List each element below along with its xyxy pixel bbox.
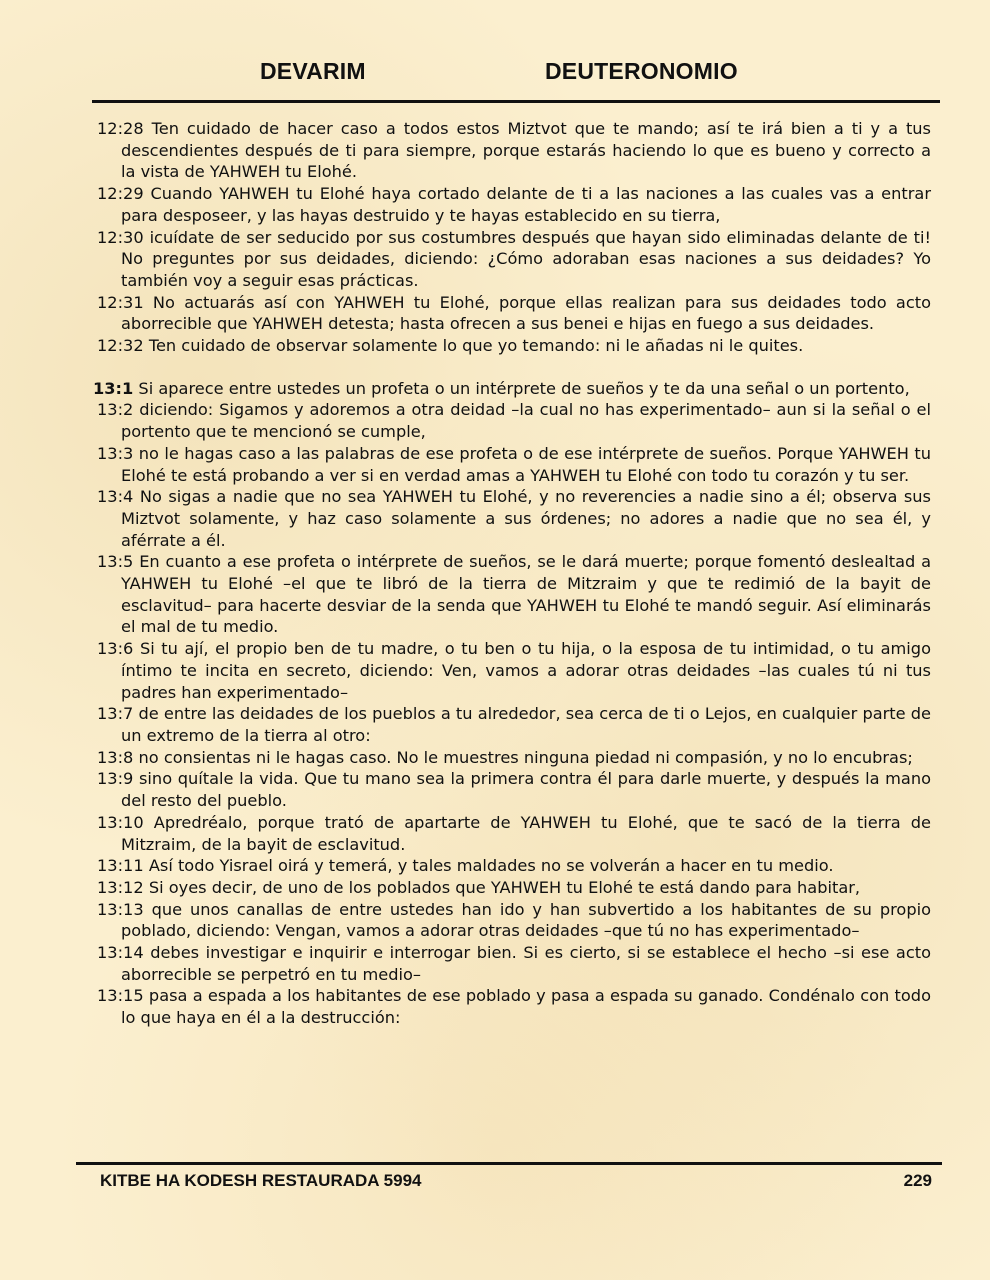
verse-text: debes investigar e inquirir e interrogar bien. Si es cierto, si se establece el hecho –si ese acto aborrecible se perpetró en tu medio– bbox=[121, 943, 931, 984]
verse-reference: 13:14 bbox=[97, 943, 144, 963]
verse-reference: 12:32 bbox=[97, 336, 144, 356]
verse-text: no le hagas caso a las palabras de ese profeta o de ese intérprete de sueños. Porque YAHWEH tu Elohé te está probando a ver si en verdad amas a YAHWEH tu Elohé con todo tu corazón y tu ser. bbox=[121, 443, 931, 485]
verse-reference: 13:2 bbox=[97, 400, 134, 420]
verse-reference: 12:29 bbox=[97, 184, 144, 204]
verse-text: Si tu ají, el propio ben de tu madre, o tu ben o tu hija, o la esposa de tu intimidad, o tu amigo íntimo te incita en secreto, diciendo: Ven, vamos a adorar otras deidades –las cuales tú ni tus padres han experimentado– bbox=[121, 639, 931, 702]
page-number: 229 bbox=[903, 1171, 932, 1190]
verse-reference: 12:31 bbox=[97, 292, 144, 312]
verse bbox=[97, 399, 931, 442]
verse-reference: 12:28 bbox=[97, 119, 144, 138]
verse bbox=[97, 812, 931, 855]
verse bbox=[97, 703, 931, 746]
verse-text: que unos canallas de entre ustedes han ido y han subvertido a los habitantes de su propio poblado, diciendo: Vengan, vamos a adorar otras deidades –que tú no has experimentado– bbox=[121, 899, 931, 941]
verse bbox=[97, 768, 931, 811]
verse bbox=[97, 747, 931, 769]
verse bbox=[97, 183, 931, 226]
verse-text: En cuanto a ese profeta o intérprete de sueños, se le dará muerte; porque fomentó deslealtad a YAHWEH tu Elohé –el que te libró de la tierra de Mitzraim y que te redimió de la bayit de esclavitud– para hacerte desviar de la senda que YAHWEH tu Elohé te mandó seguir. Así eliminarás el mal de tu medio. bbox=[121, 552, 932, 637]
verse bbox=[97, 985, 931, 1028]
verse-text: sino quítale la vida. Que tu mano sea la primera contra él para darle muerte, y después la mano del resto del pueblo. bbox=[121, 769, 931, 811]
verse-reference: 13:1 bbox=[93, 378, 134, 398]
verse-reference: 13:7 bbox=[97, 704, 134, 724]
verse bbox=[97, 551, 931, 638]
verse-reference: 12:30 bbox=[97, 227, 144, 247]
verse-reference: 13:13 bbox=[97, 899, 144, 919]
verse bbox=[97, 638, 931, 703]
verse-text: Cuando YAHWEH tu Elohé haya cortado delante de ti a las naciones a las cuales vas a entrar para desposeer, y las hayas destruido y te hayas establecido en su tierra, bbox=[121, 184, 931, 225]
verse-text: no consientas ni le hagas caso. No le muestres ninguna piedad ni compasión, y no lo encubras; bbox=[138, 747, 913, 767]
verse-text: Ten cuidado de observar solamente lo que yo temando: ni le añadas ni le quites. bbox=[148, 336, 804, 356]
verse-text: pasa a espada a los habitantes de ese poblado y pasa a espada su ganado. Condénalo con todo lo que haya en él a la destrucción: bbox=[121, 986, 931, 1028]
verse-text: Si aparece entre ustedes un profeta o un intérprete de sueños y te da una señal o un portento, bbox=[138, 378, 910, 398]
verse bbox=[97, 877, 931, 899]
verse bbox=[97, 335, 931, 357]
verse-text: icuídate de ser seducido por sus costumbres después que hayan sido eliminadas delante de ti! No preguntes por sus deidades, diciendo: ¿Cómo adoraban esas naciones a sus deidades? Yo también voy a seguir esas prácticas. bbox=[121, 227, 931, 290]
verse-text: Si oyes decir, de uno de los poblados que YAHWEH tu Elohé te está dando para habitar, bbox=[148, 877, 861, 897]
verse-reference: 13:10 bbox=[97, 812, 144, 832]
header-rule bbox=[92, 100, 940, 103]
verse bbox=[97, 118, 931, 183]
verse-text: Apredréalo, porque trató de apartarte de YAHWEH tu Elohé, que te sacó de la tierra de Mitzraim, de la bayit de esclavitud. bbox=[121, 812, 931, 854]
verse bbox=[93, 378, 931, 400]
footer-rule bbox=[76, 1162, 942, 1165]
verse-text: No actuarás así con YAHWEH tu Elohé, porque ellas realizan para sus deidades todo acto aborrecible que YAHWEH detesta; hasta ofrecen a sus benei e hijas en fuego a sus deidades. bbox=[121, 292, 931, 334]
verse-text: Así todo Yisrael oirá y temerá, y tales maldades no se volverán a hacer en tu medio. bbox=[148, 856, 834, 876]
verse-text: diciendo: Sigamos y adoremos a otra deidad –la cual no has experimentado– aun si la señal o el portento que te mencionó se cumple, bbox=[121, 400, 931, 442]
verse-reference: 13:6 bbox=[97, 639, 134, 659]
verse-reference: 13:5 bbox=[97, 552, 134, 572]
verse-reference: 13:15 bbox=[97, 986, 144, 1006]
verse-text: Ten cuidado de hacer caso a todos estos Miztvot que te mando; así te irá bien a ti y a tus descendientes después de ti para siempre, porque estarás haciendo lo que es bueno y correcto a la vista de YAHWEH tu Elohé. bbox=[121, 119, 931, 182]
verse-reference: 13:11 bbox=[97, 856, 144, 876]
verse-reference: 13:8 bbox=[97, 747, 134, 767]
verse-reference: 13:12 bbox=[97, 877, 144, 897]
verse-reference: 13:4 bbox=[97, 487, 134, 507]
scripture-body bbox=[93, 118, 932, 1029]
chapter-13-verses bbox=[93, 378, 932, 1029]
footer-title: KITBE HA KODESH RESTAURADA 5994 bbox=[100, 1171, 422, 1190]
verse bbox=[97, 942, 931, 985]
verse-reference: 13:9 bbox=[97, 769, 134, 789]
verse-text: No sigas a nadie que no sea YAHWEH tu Elohé, y no reverencies a nadie sino a él; observa sus Miztvot solamente, y haz caso solamente a sus órdenes; no adores a nadie que no sea él, y aférrate a él. bbox=[121, 487, 931, 550]
verse bbox=[97, 292, 931, 335]
chapter-gap bbox=[97, 357, 931, 378]
verse bbox=[97, 486, 931, 551]
page-footer bbox=[100, 1171, 932, 1195]
verse bbox=[97, 855, 931, 877]
verse-text: de entre las deidades de los pueblos a tu alrededor, sea cerca de ti o Lejos, en cualquier parte de un extremo de la tierra al otro: bbox=[121, 704, 931, 745]
verse bbox=[97, 227, 931, 292]
book-title-spanish: DEUTERONOMIO bbox=[545, 58, 738, 84]
verse bbox=[97, 899, 931, 942]
verse bbox=[97, 443, 931, 486]
book-title-hebrew: DEVARIM bbox=[260, 58, 366, 84]
verse-reference: 13:3 bbox=[97, 443, 134, 463]
page-header bbox=[0, 58, 990, 92]
chapter-12-verses bbox=[97, 118, 931, 357]
